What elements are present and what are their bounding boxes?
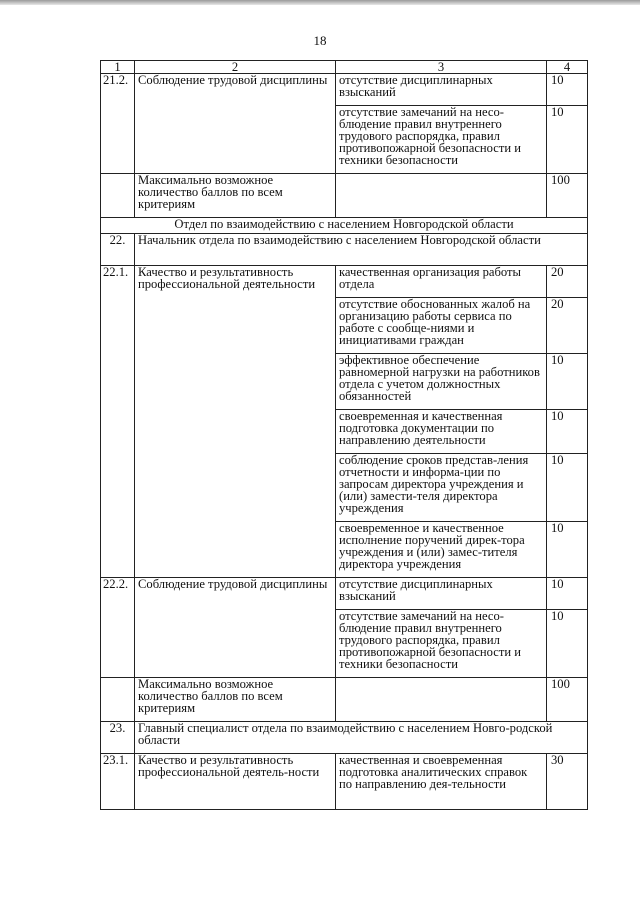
position-title: Главный специалист отдела по взаимодействию с населением Новго-родской области [135, 722, 588, 754]
criterion-text: качественная организация работы отдела [336, 266, 547, 298]
criterion-score: 20 [547, 266, 588, 298]
page-top-edge [0, 0, 640, 5]
table-row [101, 266, 588, 298]
section-title: Отдел по взаимодействию с населением Новгородской области [101, 218, 588, 234]
criterion-text: отсутствие дисциплинарных взысканий [336, 578, 547, 610]
criterion-text: отсутствие замечаний на несо-блюдение правил внутреннего трудового распорядка, правил противопожарной безопасности и техники безопасности [336, 610, 547, 678]
criterion-text: своевременная и качественная подготовка документации по направлению деятельности [336, 410, 547, 454]
criterion-text: своевременное и качественное исполнение поручений дирек-тора учреждения и (или) замес-тителя директора учреждения [336, 522, 547, 578]
row-number: 22.1. [101, 266, 135, 578]
section-row [101, 218, 588, 234]
criterion-score: 10 [547, 354, 588, 410]
indicator-name: Качество и результативность профессиональной деятельности [135, 266, 336, 578]
header-cell: 3 [336, 61, 547, 74]
criterion-text: эффективное обеспечение равномерной нагрузки на работников отдела с учетом должностных обязанностей [336, 354, 547, 410]
max-score-label: Максимально возможное количество баллов по всем критериям [135, 678, 336, 722]
table-row [101, 174, 588, 218]
criterion-score: 10 [547, 410, 588, 454]
criterion-text: отсутствие замечаний на несо-блюдение правил внутреннего трудового распорядка, правил противопожарной безопасности и техники безопасности [336, 106, 547, 174]
table-row [101, 754, 588, 810]
row-number [101, 678, 135, 722]
criterion-text: качественная и своевременная подготовка аналитических справок по направлению дея-тельности [336, 754, 547, 810]
header-cell: 2 [135, 61, 336, 74]
table-row [101, 722, 588, 754]
header-cell: 4 [547, 61, 588, 74]
table-row [101, 74, 588, 106]
row-number: 21.2. [101, 74, 135, 174]
row-number: 22. [101, 234, 135, 266]
position-title: Начальник отдела по взаимодействию с населением Новгородской области [135, 234, 588, 266]
page-number: 18 [313, 33, 327, 48]
indicator-name: Качество и результативность профессиональной деятель-ности [135, 754, 336, 810]
criterion-score: 10 [547, 578, 588, 610]
criterion-score: 10 [547, 106, 588, 174]
max-score-value: 100 [547, 174, 588, 218]
criterion-score: 10 [547, 522, 588, 578]
max-score-value: 100 [547, 678, 588, 722]
criteria-table [100, 60, 588, 810]
criterion-text [336, 174, 547, 218]
indicator-name: Соблюдение трудовой дисциплины [135, 578, 336, 678]
criterion-score: 20 [547, 298, 588, 354]
criterion-score: 10 [547, 610, 588, 678]
criterion-text: отсутствие дисциплинарных взысканий [336, 74, 547, 106]
row-number: 23.1. [101, 754, 135, 810]
max-score-label: Максимально возможное количество баллов по всем критериям [135, 174, 336, 218]
table-row [101, 234, 588, 266]
table-row [101, 678, 588, 722]
criterion-text: соблюдение сроков представ-ления отчетности и информа-ции по запросам директора учреждения и (или) замести-теля директора учреждения [336, 454, 547, 522]
criterion-score: 30 [547, 754, 588, 810]
criterion-text: отсутствие обоснованных жалоб на организацию работы сервиса по работе с сообще-ниями и инициативами граждан [336, 298, 547, 354]
row-number [101, 174, 135, 218]
table-row [101, 578, 588, 610]
criterion-score: 10 [547, 74, 588, 106]
criterion-score: 10 [547, 454, 588, 522]
table-header-row [101, 61, 588, 74]
row-number: 22.2. [101, 578, 135, 678]
indicator-name: Соблюдение трудовой дисциплины [135, 74, 336, 174]
row-number: 23. [101, 722, 135, 754]
header-cell: 1 [101, 61, 135, 74]
criterion-text [336, 678, 547, 722]
